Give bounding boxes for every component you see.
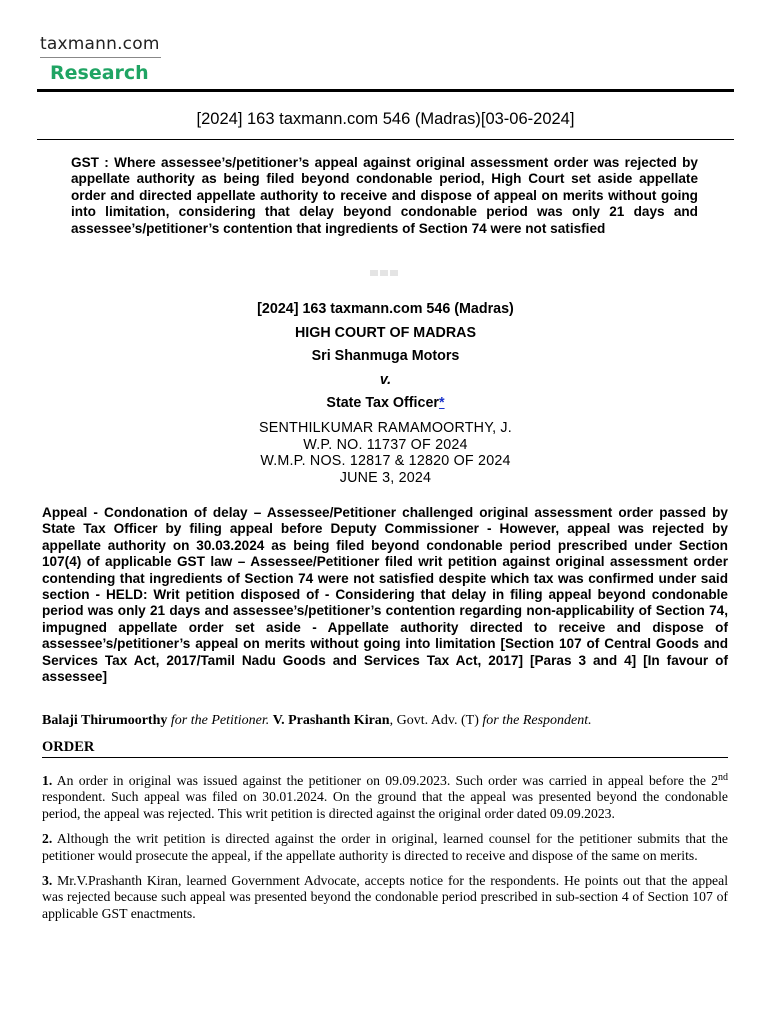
respondent-name: State Tax Officer: [326, 395, 439, 412]
respondent-line: [37, 392, 734, 416]
respondent-footnote-link[interactable]: *: [438, 395, 445, 412]
brand-subtitle: Research: [50, 62, 149, 84]
case-details: [37, 298, 734, 486]
wmp-numbers: W.M.P. NOS. 12817 & 12820 OF 2024: [260, 453, 511, 470]
order-body: [42, 773, 728, 931]
order-heading: ORDER: [42, 739, 95, 755]
judge-name: SENTHILKUMAR RAMAMOORTHY, J.: [259, 419, 512, 436]
for-respondent: for the Respondent.: [482, 713, 592, 728]
paragraph-text: An order in original was issued against the petitioner on 09.09.2023. Such order was carried in appeal before the 2: [52, 773, 718, 788]
citation-header: [2024] 163 taxmann.com 546 (Madras)[03-06-2024]: [196, 110, 575, 128]
for-petitioner: for the Petitioner.: [167, 713, 273, 728]
headnote: GST : Where assessee’s/petitioner’s appeal against original assessment order was rejected by appellate authority as being filed beyond condonable period, High Court set aside appellate order and directed appellate authority to receive and dispose of appeal on merits without going into limitation, considering that delay beyond condonable period was only 21 days and assessee’s/petitioner’s contention that ingredients of Section 74 were not satisfied: [71, 155, 698, 236]
paragraph-text: Although the writ petition is directed against the order in original, learned counsel for the petitioner submits that the petitioner would prosecute the appeal, if the appellate authority is directed to receive and dispose of the same on merits.: [42, 831, 728, 863]
ordinal-suffix: nd: [718, 772, 728, 783]
petitioner-counsel: Balaji Thirumoorthy: [42, 713, 168, 728]
header-rule-bottom: [37, 139, 734, 140]
respondent-counsel: V. Prashanth Kiran: [272, 713, 390, 728]
paragraph-text-continued: respondent. Such appeal was filed on 30.01.2024. On the ground that the appeal was presented beyond the condonable period, the appeal was rejected. This writ petition is directed against the original order dated 09.09.2023.: [42, 789, 728, 821]
paragraph-2: [42, 831, 728, 864]
respondent-designation: , Govt. Adv. (T): [389, 713, 483, 728]
writ-petition-number: W.P. NO. 11737 OF 2024: [303, 436, 468, 453]
case-citation: [2024] 163 taxmann.com 546 (Madras): [257, 301, 514, 317]
brand-name: taxmann.com: [40, 34, 160, 54]
court-name: HIGH COURT OF MADRAS: [294, 324, 477, 341]
ellipsis-icon: [370, 270, 400, 280]
paragraph-1: [42, 773, 728, 822]
order-rule: [42, 757, 728, 758]
judgment-date: JUNE 3, 2024: [339, 469, 432, 486]
paragraph-number: 3.: [42, 873, 53, 889]
counsel-line: [42, 712, 732, 730]
versus: v.: [379, 371, 392, 388]
paragraph-number: 2.: [42, 831, 53, 847]
paragraph-text: Mr.V.Prashanth Kiran, learned Government Advocate, accepts notice for the respondents. He points out that the appeal was rejected because such appeal was presented beyond the condonable period prescribed in sub-section 4 of Section 107 of applicable GST enactments.: [42, 873, 728, 921]
paragraph-3: [42, 873, 728, 922]
case-meta: [37, 420, 734, 486]
brand-divider: [40, 57, 161, 58]
header-rule-top: [37, 89, 734, 92]
taxmann-logo[interactable]: [40, 33, 162, 85]
paragraph-number: 1.: [42, 773, 53, 788]
petitioner-name: Sri Shanmuga Motors: [311, 348, 460, 365]
case-digest: Appeal - Condonation of delay – Assessee/Petitioner challenged original assessment order passed by State Tax Officer by filing appeal before Deputy Commissioner - However, appeal was rejected by appellate authority on 30.03.2024 as being filed beyond condonable period prescribed under Section 107(4) of applicable GST law – Assessee/Petitioner filed writ petition against original assessment order contending that ingredients of Section 74 were not satisfied despite which tax was confirmed under said section - HELD: Writ petition disposed of - Considering that delay in filing appeal beyond condonable period was only 21 days and assessee’s/petitioner’s contention regarding non-applicability of Section 74, impugned appellate order set aside - Appellate authority directed to receive and dispose of assessee’s/petitioner’s appeal on merits without going into limitation [Section 107 of Central Goods and Services Tax Act, 2017/Tamil Nadu Goods and Services Tax Act, 2017] [Paras 3 and 4] [In favour of assessee]: [42, 505, 728, 685]
